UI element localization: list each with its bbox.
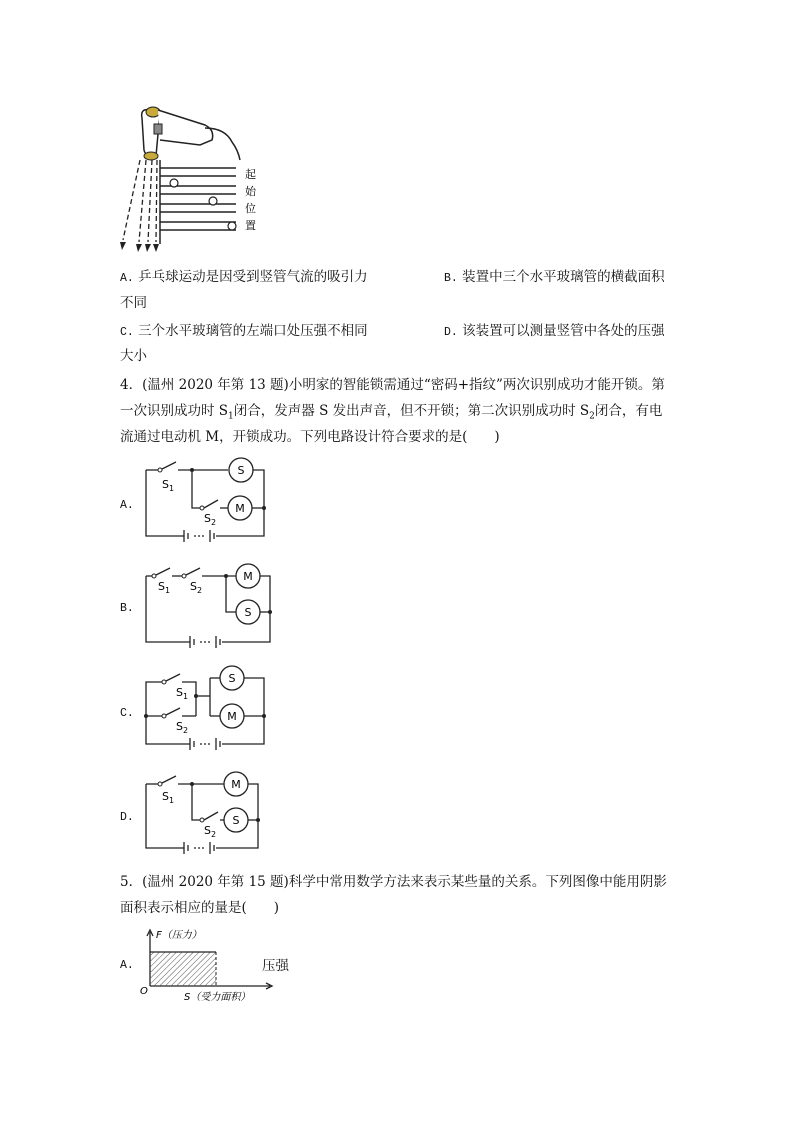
circuit-d bbox=[140, 768, 280, 858]
q3-option-d[interactable] bbox=[444, 322, 665, 342]
hair-dryer-figure bbox=[0, 0, 794, 260]
q4-option-b-label[interactable]: B. bbox=[120, 602, 134, 615]
q5-stem-line2: 面积表示相应的量是( ) bbox=[120, 900, 280, 916]
circuit-b bbox=[140, 562, 280, 652]
option-label: C. bbox=[120, 326, 134, 339]
q4-stem-line1: 4．(温州 2020 年第 13 题)小明家的智能锁需通过“密码+指纹”两次识别成功才能开锁。第 bbox=[120, 377, 665, 393]
q3-option-b[interactable] bbox=[444, 268, 665, 288]
lamp-s-label: S bbox=[228, 672, 236, 685]
origin-label: O bbox=[140, 986, 148, 997]
switch-s1-label: $S_1$ bbox=[162, 478, 175, 493]
q3-option-d-continued: 大小 bbox=[120, 348, 147, 364]
motor-m-label: M bbox=[243, 570, 253, 583]
glass-tubes bbox=[160, 168, 236, 230]
switch-s1-label: $S_1$ bbox=[162, 790, 175, 805]
switch-s2-label: $S_2$ bbox=[204, 512, 217, 527]
lamp-s-label: S bbox=[237, 464, 245, 477]
q5-stem-line1: 5．(温州 2020 年第 15 题)科学中常用数学方法来表示某些量的关系。下列图像中能用阴影 bbox=[120, 874, 667, 890]
switch-s2-label: $S_2$ bbox=[204, 824, 217, 839]
switch-s1-label: $S_1$ bbox=[158, 580, 171, 595]
lamp-s-label: S bbox=[244, 606, 252, 619]
option-label: D. bbox=[444, 326, 458, 339]
y-axis-label: F（压力） bbox=[156, 930, 202, 941]
q3-option-c[interactable] bbox=[120, 322, 368, 342]
start-position-label-4: 置 bbox=[245, 219, 256, 232]
start-position-label-3: 位 bbox=[245, 202, 256, 215]
option-text: 乒乓球运动是因受到竖管气流的吸引力 bbox=[138, 269, 368, 285]
shaded-area bbox=[150, 952, 216, 986]
option-text: 装置中三个水平玻璃管的横截面积 bbox=[462, 269, 665, 285]
motor-m-label: M bbox=[235, 502, 245, 515]
airflow-arrows bbox=[123, 160, 157, 242]
q3-option-a[interactable] bbox=[120, 268, 368, 288]
option-text: 该装置可以测量竖管中各处的压强 bbox=[462, 323, 665, 339]
motor-m-label: M bbox=[231, 778, 241, 791]
q5-option-a-label[interactable]: A. bbox=[120, 959, 134, 972]
q4-option-a-label[interactable]: A. bbox=[120, 499, 134, 512]
option-text: 三个水平玻璃管的左端口处压强不相同 bbox=[138, 323, 368, 339]
hair-dryer-icon bbox=[142, 107, 240, 160]
switch-s1-label: $S_1$ bbox=[176, 686, 189, 701]
switch-s2-label: $S_2$ bbox=[176, 720, 189, 735]
start-position-label-1: 起 bbox=[245, 168, 256, 181]
x-axis-label: S（受力面积） bbox=[184, 992, 251, 1003]
q4-option-d-label[interactable]: D. bbox=[120, 811, 134, 824]
option-label: A. bbox=[120, 272, 134, 285]
motor-m-label: M bbox=[227, 710, 237, 723]
q4-stem-line2: 一次识别成功时 $S_1$闭合，发声器 S 发出声音，但不开锁；第二次识别成功时 $S_2$闭合，有电 bbox=[120, 403, 663, 422]
q5-option-a-quantity: 压强 bbox=[262, 958, 289, 974]
circuit-c bbox=[140, 664, 280, 754]
q4-option-c-label[interactable]: C. bbox=[120, 707, 134, 720]
switch-s2-label: $S_2$ bbox=[190, 580, 203, 595]
option-label: B. bbox=[444, 272, 458, 285]
q4-stem-line3: 流通过电动机 M，开锁成功。下列电路设计符合要求的是( ) bbox=[120, 429, 500, 445]
start-position-label-2: 始 bbox=[245, 185, 256, 198]
circuit-a bbox=[140, 458, 280, 548]
lamp-s-label: S bbox=[232, 814, 240, 827]
q3-option-b-continued: 不同 bbox=[120, 295, 147, 311]
